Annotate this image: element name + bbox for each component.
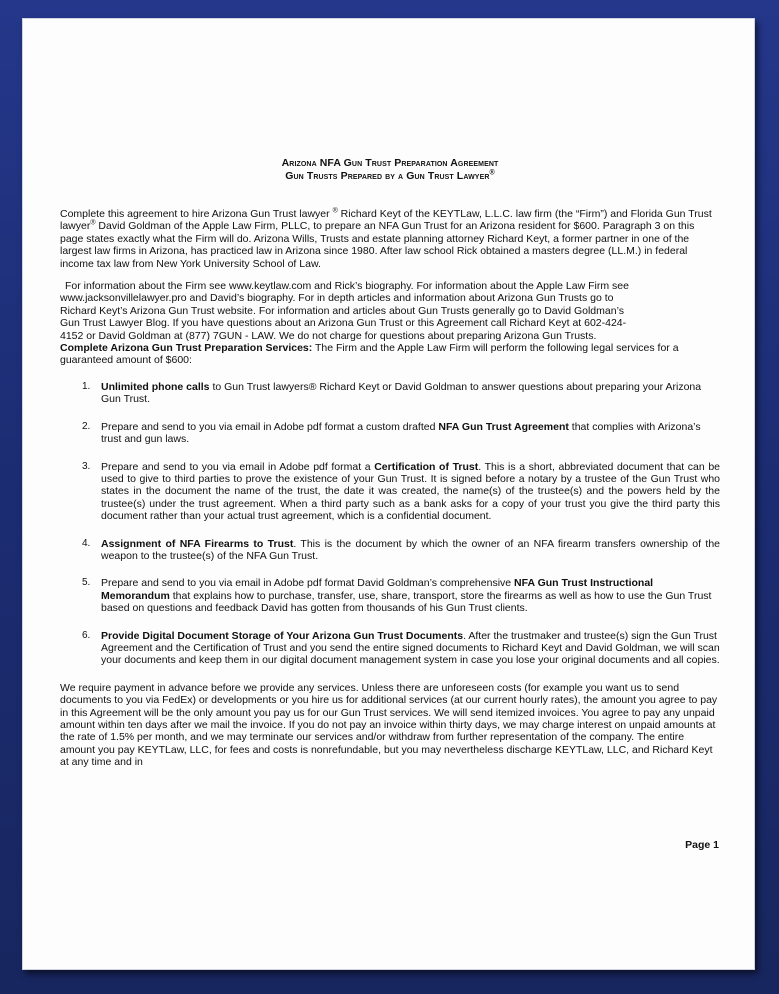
services-list bbox=[60, 381, 720, 667]
registered-mark: ® bbox=[489, 169, 495, 177]
info-paragraph bbox=[60, 280, 720, 342]
item-number: 1. bbox=[82, 380, 91, 392]
title-line-2-text: Gun Trusts Prepared by a Gun Trust Lawyer bbox=[285, 170, 490, 182]
document-content bbox=[60, 157, 720, 769]
info-line-2: www.jacksonvillelawyer.pro and David’s biography. For in depth articles and information about Arizona Gun Trusts go to bbox=[60, 292, 614, 305]
info-line-5: 4152 or David Goldman at (877) 7GUN - LAW. We do not charge for questions about preparing Arizona Gun Trusts. bbox=[60, 329, 597, 342]
list-item bbox=[60, 381, 720, 406]
item-number: 3. bbox=[82, 460, 91, 472]
document-page bbox=[22, 18, 755, 970]
info-line-3: Richard Keyt’s Arizona Gun Trust website. For information and articles about Gun Trusts generally go to David Goldman’s bbox=[60, 304, 624, 317]
info-line-1: For information about the Firm see www.keytlaw.com and Rick’s biography. For information about the Apple Law Firm see bbox=[65, 280, 629, 293]
title-line-1: Arizona NFA Gun Trust Preparation Agreement bbox=[281, 157, 499, 169]
item-bold: Assignment of NFA Firearms to Trust bbox=[101, 537, 294, 550]
list-item bbox=[60, 630, 720, 667]
list-item bbox=[60, 577, 720, 614]
page-number: Page 1 bbox=[685, 839, 719, 851]
item-text: . This is the document by which the owner of an NFA firearm transfers ownership of the weapon to the trustee(s) of the NFA Gun Trust. bbox=[101, 537, 720, 562]
item-text: Prepare and send to you via email in Adobe pdf format a custom drafted bbox=[101, 420, 439, 433]
item-text-2: . This is a short, abbreviated document that can be used to give to third parties to prove the existence of your Gun Trust. It is signed before a notary by a trustee of the Gun Trust who states in the document the name of the trust, the date it was created, the name(s) of the trustee(s) and the powers held by the trustee(s) under the trust agreement. When a third party such as a bank asks for a copy of your trust you give the third party this document rather than your actual trust agreement, which is a confidential document. bbox=[101, 460, 721, 523]
intro-text-3: David Goldman of the Apple Law Firm, PLLC, to prepare an NFA Gun Trust for an Arizona resident for $600. Paragraph 3 on this page states exactly what the Firm will do. Arizona Wills, Trusts and estate planning attorney Richard Keyt, a former partner in one of the largest law firms in Arizona, has practiced law in Arizona since 1980. After law school Rick obtained a masters degree (LL.M.) in federal income tax law from New York University School of Law. bbox=[60, 220, 695, 270]
intro-text-2: Richard Keyt of the KEYTLaw, L.L.C. law firm (the “Firm”) and Florida Gun Trust lawyer bbox=[60, 208, 712, 233]
item-text: Prepare and send to you via email in Adobe pdf format David Goldman’s comprehensive bbox=[101, 577, 515, 590]
item-bold-2: NFA Gun Trust Instructional Memorandum bbox=[101, 577, 654, 602]
title-line-2 bbox=[60, 170, 720, 183]
item-number: 4. bbox=[82, 537, 91, 549]
services-paragraph bbox=[60, 342, 720, 367]
intro-paragraph bbox=[60, 208, 720, 270]
item-text: Prepare and send to you via email in Adobe pdf format a bbox=[101, 460, 375, 473]
item-text: . After the trustmaker and trustee(s) sign the Gun Trust Agreement and the Certification of Trust and you send the entire signed documents to Richard Keyt and David Goldman, we will scan your documents and keep them in our digital document management system in case you lose your original documents and all copies. bbox=[101, 629, 720, 667]
list-item bbox=[60, 421, 720, 446]
item-text-2: that complies with Arizona’s trust and gun laws. bbox=[101, 420, 701, 446]
payment-paragraph: We require payment in advance before we provide any services. Unless there are unforeseen costs (for example you want us to send documents to you via FedEx) or developments or you hire us for additional services (at our current hourly rates), the amount you agree to pay in this Agreement will be the only amount you pay us for our Gun Trust services. We will send itemized invoices. You agree to pay any unpaid amount within ten days after we mail the invoice. If you do not pay an invoice within thirty days, we may charge interest on unpaid amounts at the rate of 1.5% per month, and we may terminate our services and/or withdraw from further representation of the company. The entire amount you pay KEYTLaw, LLC, for fees and costs is nonrefundable, but you may nevertheless discharge KEYTLaw, LLC, and Richard Keyt at any time and in bbox=[60, 681, 718, 769]
services-text: The Firm and the Apple Law Firm will perform the following legal services for a guaranteed amount of $600: bbox=[60, 342, 679, 367]
info-line-4: Gun Trust Lawyer Blog. If you have questions about an Arizona Gun Trust or this Agreement call Richard Keyt at 602-424- bbox=[60, 317, 627, 330]
item-bold-2: NFA Gun Trust Agreement bbox=[438, 420, 569, 433]
intro-text-1: Complete this agreement to hire Arizona Gun Trust lawyer bbox=[60, 208, 330, 220]
item-text: to Gun Trust lawyers® Richard Keyt or David Goldman to answer questions about preparing your Arizona Gun Trust. bbox=[101, 380, 702, 406]
list-item bbox=[60, 538, 720, 563]
document-title bbox=[60, 157, 720, 183]
item-number: 2. bbox=[82, 420, 91, 432]
registered-mark: ® bbox=[332, 207, 338, 215]
item-bold: Unlimited phone calls bbox=[101, 380, 210, 393]
registered-mark: ® bbox=[90, 219, 96, 227]
item-bold: Provide Digital Document Storage of Your Arizona Gun Trust Documents bbox=[101, 629, 464, 642]
item-bold-2: Certification of Trust bbox=[374, 460, 479, 473]
list-item bbox=[60, 461, 720, 523]
item-number: 5. bbox=[82, 577, 91, 589]
item-number: 6. bbox=[82, 629, 91, 641]
services-heading: Complete Arizona Gun Trust Preparation Services: bbox=[60, 342, 313, 355]
item-text-2: that explains how to purchase, transfer, use, share, transport, store the firearms as well as how to use the Gun Trust based on questions and feedback David has gotten from thousands of his Gun Trust clients. bbox=[101, 589, 712, 615]
